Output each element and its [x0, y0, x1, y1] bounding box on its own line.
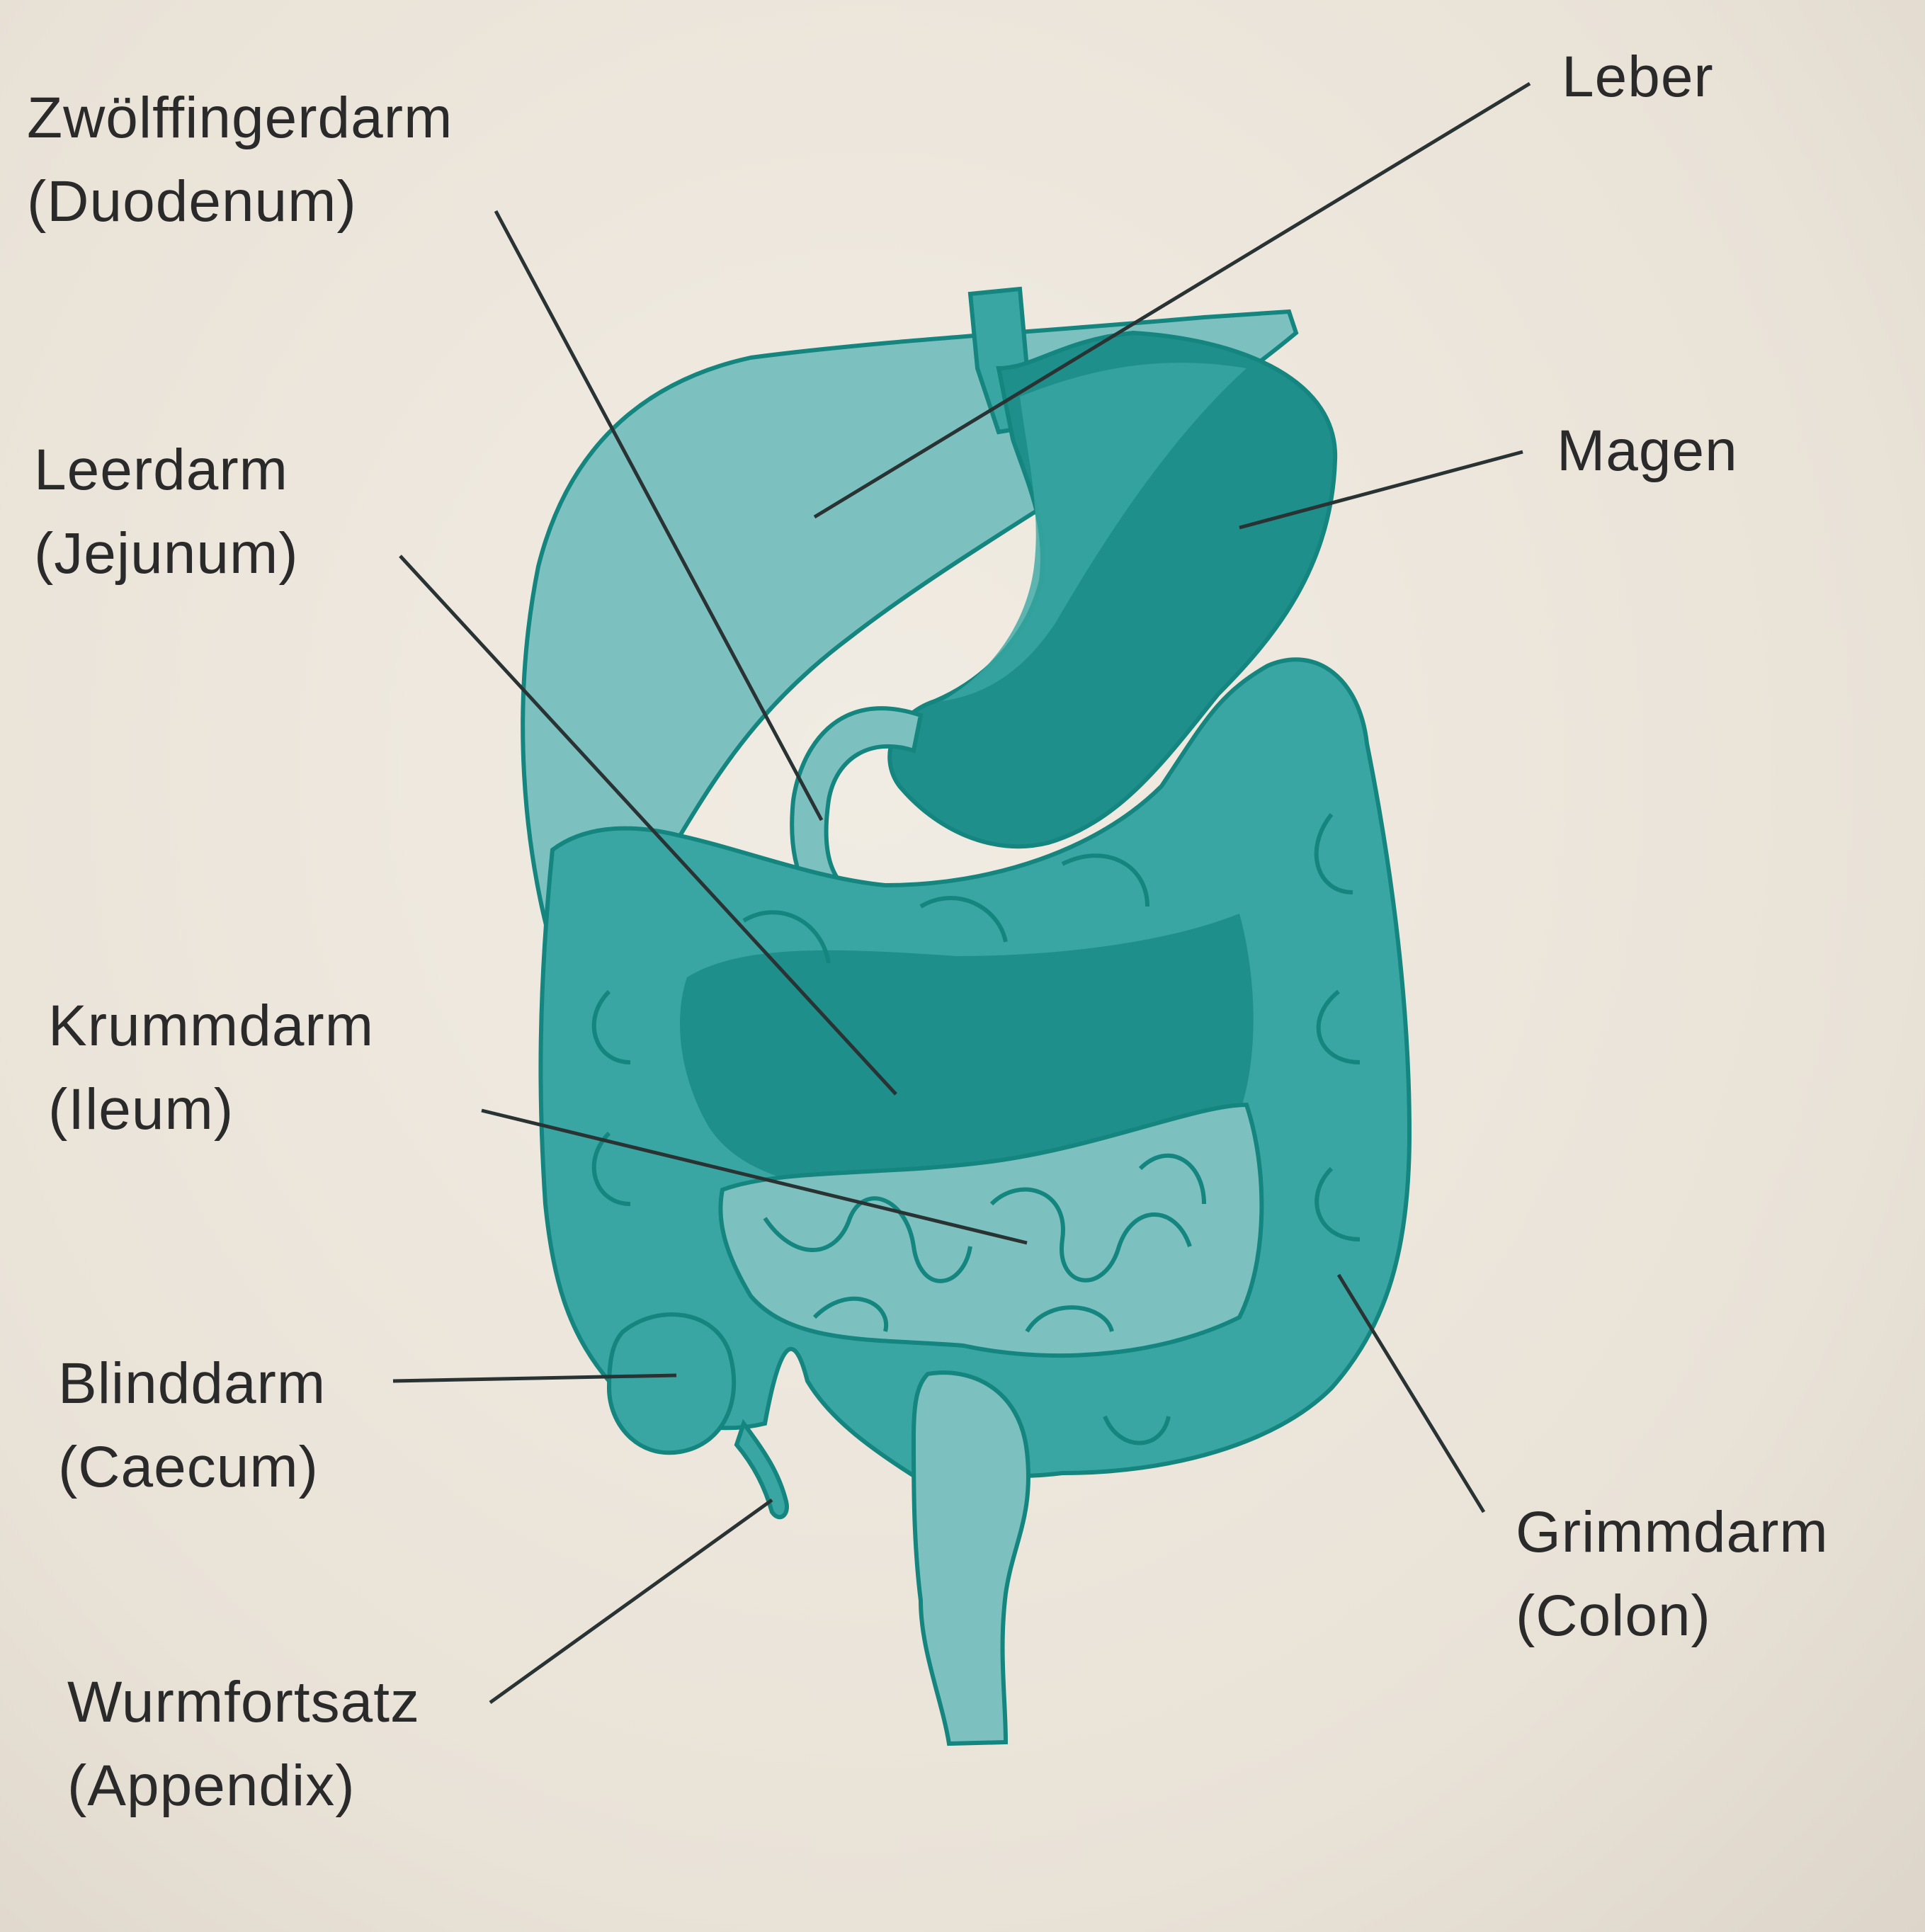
label-stomach-de: Magen: [1557, 419, 1738, 483]
label-ileum: [48, 984, 374, 1152]
leader-appendix: [490, 1500, 772, 1703]
label-colon-de: Grimmdarm: [1516, 1500, 1829, 1564]
label-duodenum: [27, 76, 453, 244]
leader-colon: [1339, 1275, 1484, 1512]
label-appendix: [67, 1661, 420, 1828]
label-caecum-lat: (Caecum): [58, 1435, 319, 1499]
caecum-shape: [609, 1314, 734, 1453]
label-appendix-lat: (Appendix): [67, 1754, 356, 1818]
label-liver: [1562, 35, 1714, 119]
rectum-shape: [914, 1373, 1028, 1744]
label-duodenum-de: Zwölffingerdarm: [27, 86, 453, 150]
label-duodenum-lat: (Duodenum): [27, 169, 357, 234]
appendix-shape: [737, 1424, 787, 1517]
label-ileum-lat: (Ileum): [48, 1077, 234, 1142]
label-stomach: [1557, 409, 1738, 493]
label-caecum-de: Blinddarm: [58, 1351, 326, 1416]
label-jejunum-lat: (Jejunum): [34, 521, 299, 586]
label-jejunum-de: Leerdarm: [34, 438, 288, 502]
label-appendix-de: Wurmfortsatz: [67, 1670, 420, 1734]
label-colon-lat: (Colon): [1516, 1584, 1711, 1648]
label-colon: [1516, 1491, 1829, 1658]
label-ileum-de: Krummdarm: [48, 994, 375, 1058]
label-jejunum: [34, 428, 299, 596]
label-caecum: [58, 1342, 326, 1509]
label-liver-de: Leber: [1562, 45, 1714, 109]
